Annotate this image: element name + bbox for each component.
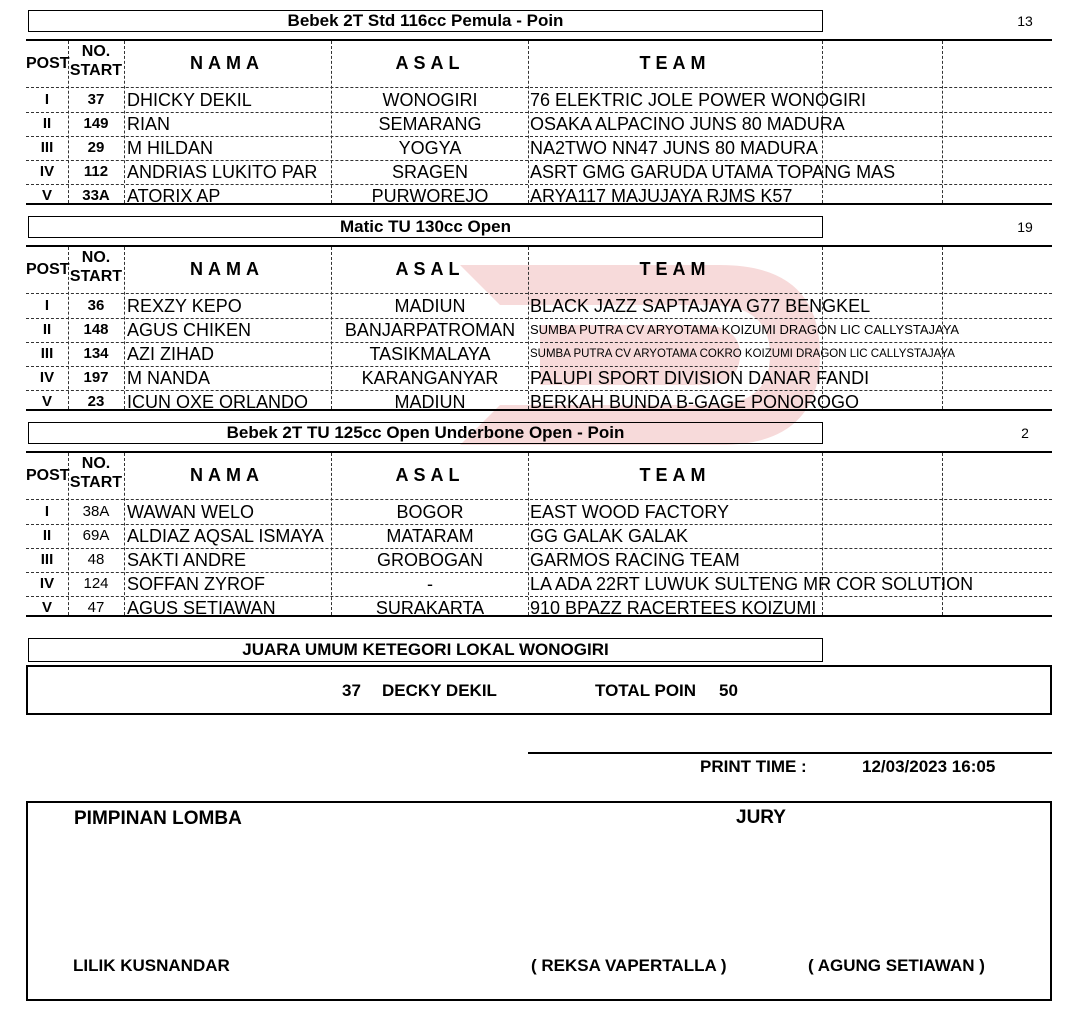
table-row: II 69A ALDIAZ AQSAL ISMAYA MATARAM GG GALAK GALAK xyxy=(26,524,1052,549)
header-nama: NAMA xyxy=(190,53,264,73)
jury-member-2: ( AGUNG SETIAWAN ) xyxy=(808,956,985,975)
table-row: IV 197 M NANDA KARANGANYAR PALUPI SPORT DIVISION DANAR FANDI xyxy=(26,366,1052,391)
table-row: V 23 ICUN OXE ORLANDO MADIUN BERKAH BUNDA B-GAGE PONOROGO xyxy=(41,392,860,412)
table-row: III 134 AZI ZIHAD TASIKMALAYA SUMBA PUTRA CV ARYOTAMA COKRO KOIZUMI DRAGON LIC CALLYSTAJAYA xyxy=(26,342,1052,367)
category-count: 19 xyxy=(1017,219,1033,235)
category-title: Bebek 2T Std 116cc Pemula - Poin xyxy=(28,10,823,32)
header-team: TEAM xyxy=(639,259,711,279)
category-title: Matic TU 130cc Open xyxy=(28,216,823,238)
header-no-start: NO. START xyxy=(69,43,123,79)
results-table xyxy=(26,245,1052,411)
total-value: 50 xyxy=(719,681,738,700)
print-divider xyxy=(528,752,1052,754)
print-time-value: 12/03/2023 16:05 xyxy=(862,757,996,776)
table-header xyxy=(26,247,1052,294)
category-count: 2 xyxy=(1021,425,1029,441)
header-no-start: NO. START xyxy=(69,455,123,491)
jury-member-1: ( REKSA VAPERTALLA ) xyxy=(531,956,727,975)
header-pos: POST xyxy=(26,55,70,72)
table-row: IV 124 SOFFAN ZYROF - LA ADA 22RT LUWUK SULTENG MR COR SOLUTION xyxy=(26,572,1052,597)
summary-box xyxy=(26,665,1052,715)
header-pos: POST xyxy=(26,261,70,278)
table-row: I 37 DHICKY DEKIL WONOGIRI 76 ELEKTRIC JOLE POWER WONOGIRI xyxy=(26,88,1052,113)
table-header xyxy=(26,453,1052,500)
table-row: V 47 AGUS SETIAWAN SURAKARTA 910 BPAZZ RACERTEES KOIZUMI xyxy=(41,598,817,618)
header-nama: NAMA xyxy=(190,465,264,485)
table-row: I 38A WAWAN WELO BOGOR EAST WOOD FACTORY xyxy=(26,500,1052,525)
table-row: V 33A ATORIX AP PURWOREJO ARYA117 MAJUJAYA RJMS K57 xyxy=(41,186,793,206)
champion-number: 37 xyxy=(342,681,361,700)
header-team: TEAM xyxy=(639,53,711,73)
header-asal: ASAL xyxy=(395,259,465,279)
total-label: TOTAL POIN xyxy=(595,681,697,700)
table-row: II 149 RIAN SEMARANG OSAKA ALPACINO JUNS 80 MADURA xyxy=(26,112,1052,137)
leader-title: PIMPINAN LOMBA xyxy=(74,808,242,829)
table-row: III 29 M HILDAN YOGYA NA2TWO NN47 JUNS 80 MADURA xyxy=(26,136,1052,161)
table-row: IV 112 ANDRIAS LUKITO PAR SRAGEN ASRT GMG GARUDA UTAMA TOPANG MAS xyxy=(26,160,1052,185)
results-table xyxy=(26,39,1052,205)
table-header xyxy=(26,41,1052,88)
header-nama: NAMA xyxy=(190,259,264,279)
header-team: TEAM xyxy=(639,465,711,485)
print-time-label: PRINT TIME : xyxy=(700,757,807,776)
champion-name: DECKY DEKIL xyxy=(382,681,497,700)
table-row: I 36 REXZY KEPO MADIUN BLACK JAZZ SAPTAJAYA G77 BENGKEL xyxy=(26,294,1052,319)
header-pos: POST xyxy=(26,467,70,484)
header-asal: ASAL xyxy=(395,465,465,485)
header-asal: ASAL xyxy=(395,53,465,73)
signature-box xyxy=(26,801,1052,1001)
header-no-start: NO. START xyxy=(69,249,123,285)
category-count: 13 xyxy=(1017,13,1033,29)
table-row: II 148 AGUS CHIKEN BANJARPATROMAN SUMBA PUTRA CV ARYOTAMA KOIZUMI DRAGON LIC CALLYSTAJAYA xyxy=(26,318,1052,343)
results-table xyxy=(26,451,1052,617)
jury-title: JURY xyxy=(736,807,786,828)
summary-title: JUARA UMUM KETEGORI LOKAL WONOGIRI xyxy=(28,638,823,662)
category-title: Bebek 2T TU 125cc Open Underbone Open - Poin xyxy=(28,422,823,444)
table-row: III 48 SAKTI ANDRE GROBOGAN GARMOS RACING TEAM xyxy=(26,548,1052,573)
leader-name: LILIK KUSNANDAR xyxy=(73,956,230,975)
